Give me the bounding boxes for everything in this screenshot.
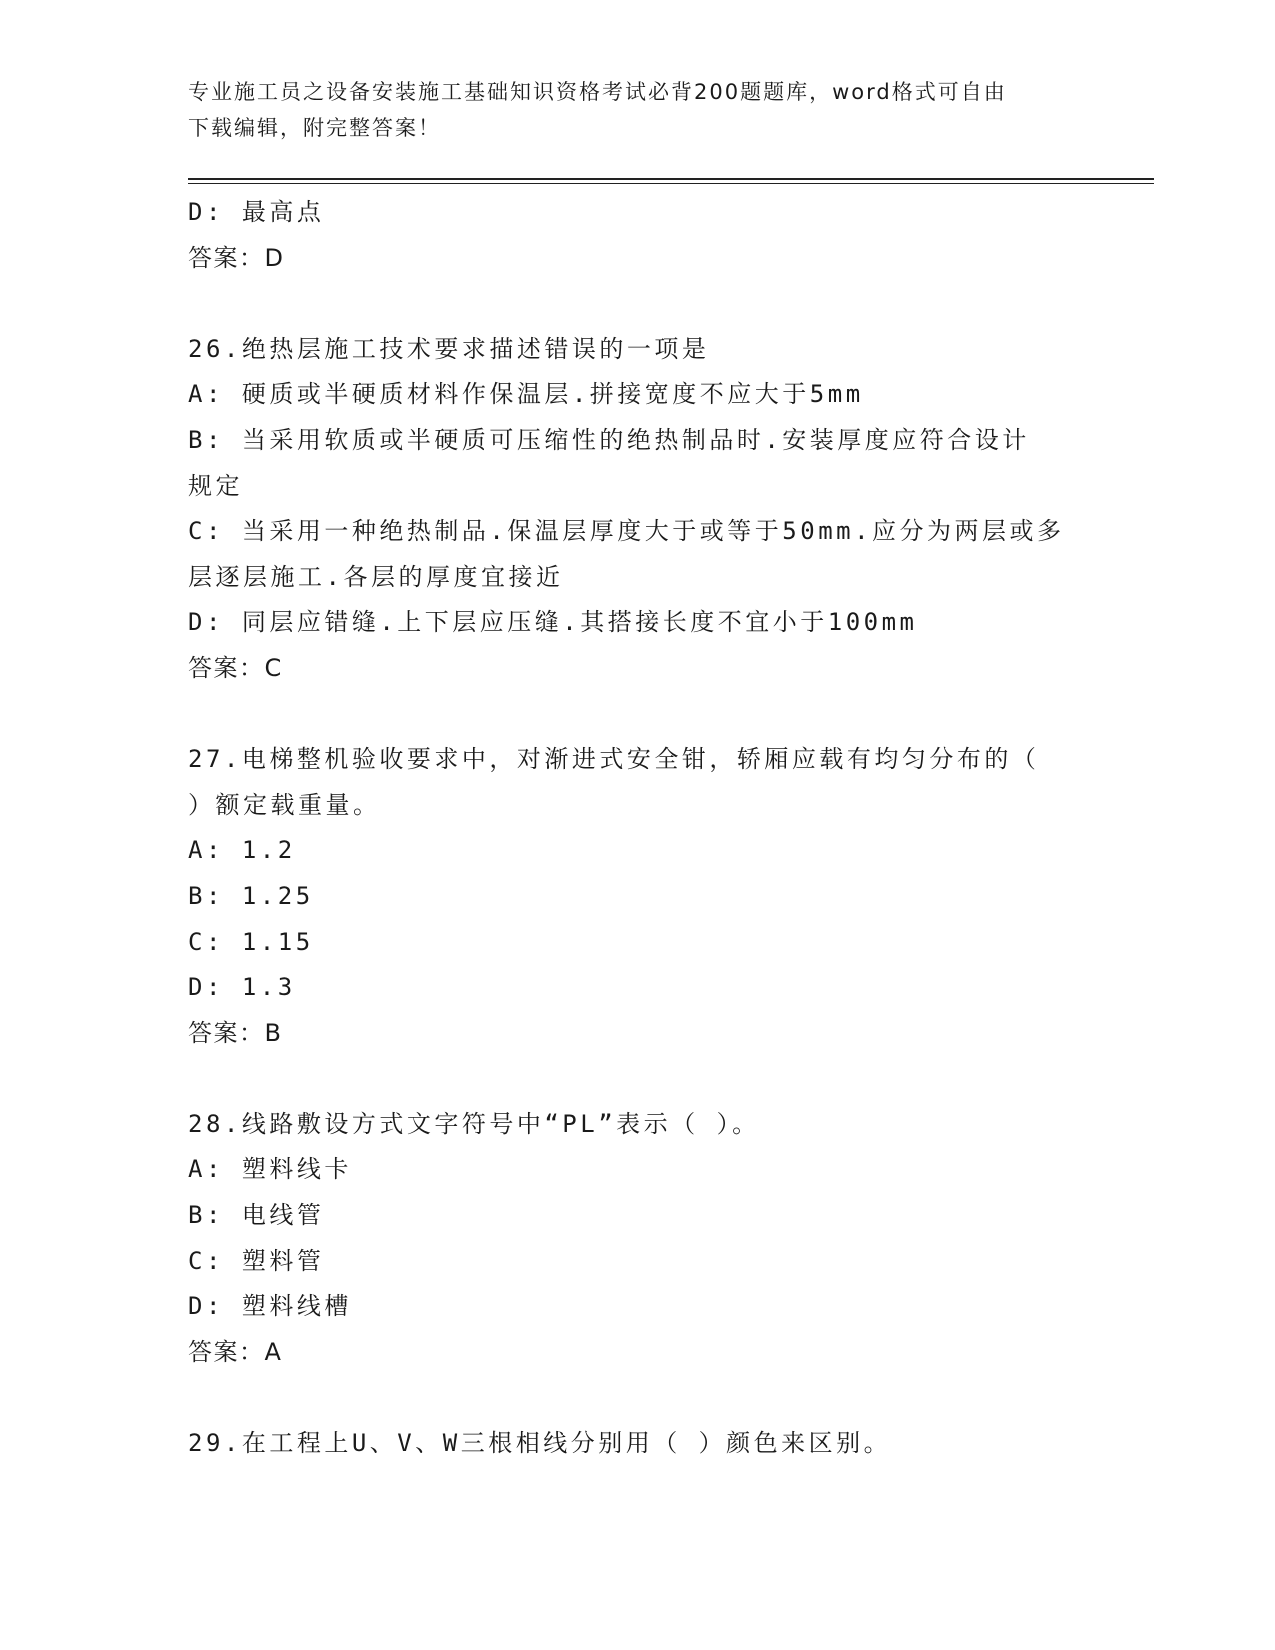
question-28 xyxy=(188,1102,1088,1376)
question-stem: 26.绝热层施工技术要求描述错误的一项是 xyxy=(188,334,710,363)
spacer xyxy=(188,1056,1088,1102)
option-c-line-2: 层逐层施工.各层的厚度宜接近 xyxy=(188,562,564,591)
question-29 xyxy=(188,1421,1088,1467)
question-26 xyxy=(188,327,1088,692)
option-c: C: 1.15 xyxy=(188,927,314,956)
question-stem-line-2: ）额定载重量。 xyxy=(188,790,381,819)
option-a: A: 1.2 xyxy=(188,836,296,865)
option-a: A: 硬质或半硬质材料作保温层.拼接宽度不应大于5mm xyxy=(188,380,864,409)
answer: 答案：D xyxy=(188,243,285,272)
answer: 答案：C xyxy=(188,653,283,682)
question-25-tail xyxy=(188,190,1088,281)
question-stem: 28.线路敷设方式文字符号中“PL”表示（ ）。 xyxy=(188,1109,760,1138)
header-rule-thin xyxy=(188,183,1154,184)
option-d: D: 最高点 xyxy=(188,198,325,226)
header-line-1: 专业施工员之设备安装施工基础知识资格考试必背200题题库，word格式可自由 xyxy=(188,80,1007,104)
document-header xyxy=(188,74,1068,146)
option-d: D: 1.3 xyxy=(188,973,296,1002)
answer: 答案：A xyxy=(188,1337,283,1366)
question-stem-line-1: 27.电梯整机验收要求中，对渐进式安全钳，轿厢应载有均匀分布的（ xyxy=(188,745,1040,774)
option-b: B: 电线管 xyxy=(188,1201,325,1230)
option-b-line-1: B: 当采用软质或半硬质可压缩性的绝热制品时.安装厚度应符合设计 xyxy=(188,425,1030,454)
question-stem: 29.在工程上U、V、W三根相线分别用（ ）颜色来区别。 xyxy=(188,1429,892,1458)
option-b-line-2: 规定 xyxy=(188,471,243,500)
spacer xyxy=(188,281,1088,327)
answer: 答案：B xyxy=(188,1018,283,1047)
option-a: A: 塑料线卡 xyxy=(188,1155,352,1184)
option-b: B: 1.25 xyxy=(188,881,314,910)
option-c-line-1: C: 当采用一种绝热制品.保温层厚度大于或等于50mm.应分为两层或多 xyxy=(188,517,1065,546)
option-d: D: 同层应错缝.上下层应压缝.其搭接长度不宜小于100mm xyxy=(188,608,918,637)
header-rule-thick xyxy=(188,178,1154,180)
spacer xyxy=(188,692,1088,738)
question-27 xyxy=(188,737,1088,1056)
option-d: D: 塑料线槽 xyxy=(188,1292,352,1321)
option-c: C: 塑料管 xyxy=(188,1246,325,1275)
spacer xyxy=(188,1375,1088,1421)
header-line-2: 下载编辑，附完整答案！ xyxy=(188,116,441,140)
question-list xyxy=(188,190,1088,1467)
